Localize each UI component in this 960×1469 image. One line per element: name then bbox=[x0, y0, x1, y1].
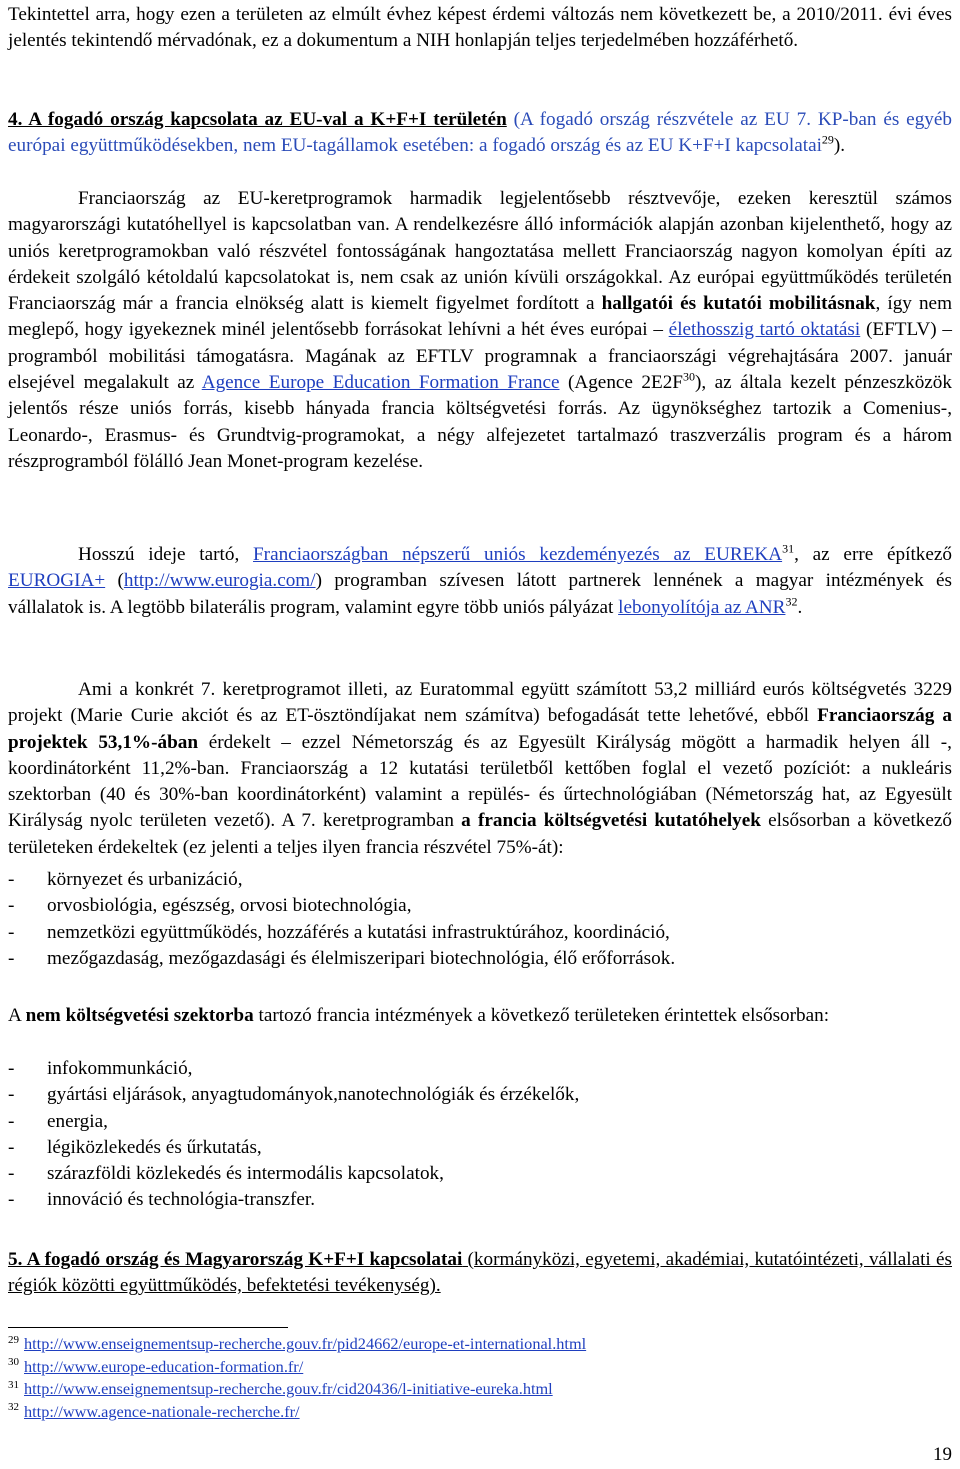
footnote-divider bbox=[8, 1327, 288, 1328]
bold-mobility: hallgatói és kutatói mobilitásnak bbox=[601, 293, 876, 315]
list-item bbox=[8, 867, 952, 893]
text-run: elsősorban a következő területeken érdekeltek (ez jelenti a teljes ilyen francia részvétel 75%-át): bbox=[8, 810, 952, 858]
text-run: ) programban szívesen látott partnerek lennének a magyar intézmények és vállalatok is. A legtöbb bilaterális program, valamint egyre több uniós pályázat bbox=[8, 570, 952, 618]
list-item-text: innováció és technológia-transzfer. bbox=[47, 1189, 315, 1211]
dash: - bbox=[8, 1084, 15, 1106]
section-5-heading-block bbox=[8, 1247, 952, 1300]
list-item bbox=[8, 946, 952, 972]
paragraph-eureka bbox=[8, 542, 952, 621]
section-4-subheading: (A fogadó ország részvétele az EU 7. KP-ban és egyéb európai együttműködésekben, nem EU-tagállamok esetében: a fogadó ország és az EU K+F+I kapcsolatai bbox=[8, 109, 952, 157]
list-item-text: gyártási eljárások, anyagtudományok,nanotechnológiák és érzékelők, bbox=[47, 1084, 580, 1106]
footnote-link[interactable]: http://www.enseignementsup-recherche.gouv.fr/cid20436/l-initiative-eureka.html bbox=[24, 1379, 553, 1398]
bold-budget-research: a francia költségvetési kutatóhelyek bbox=[461, 810, 761, 832]
text-run: tartozó francia intézmények a következő területeken érintettek elsősorban: bbox=[253, 1005, 830, 1026]
dash: - bbox=[8, 1136, 15, 1158]
dash: - bbox=[8, 1189, 15, 1211]
text-run: Franciaország az EU-keretprogramok harmadik legjelentősebb résztvevője, ezeken keresztül számos magyarországi kutatóhellyel is kapcsolatban van. A rendelkezésre álló információk alapján azonban kijelenthető, hogy az uniós keretprogramokban való részvétel fontosságának hangoztatása mellett Franciaország nagyon komolyan építi az érdekeit szolgáló kétoldalú kapcsolatokat is, nem csak az unión kívüli országokkal. Az európai együttműködés területén Franciaország már a francia elnökség alatt is kiemelt figyelmet fordított a bbox=[8, 188, 952, 315]
footnote-ref-30[interactable]: 30 bbox=[682, 369, 695, 384]
footnote-30: 30 http://www.europe-education-formation.fr/ bbox=[8, 1356, 304, 1376]
footnote-ref-29[interactable]: 29 bbox=[821, 132, 834, 147]
intro-paragraph: Tekintettel arra, hogy ezen a területen az elmúlt évhez képest érdemi változás nem következett be, a 2010/2011. évi éves jelentés tekintendő mérvadónak, ez a dokumentum a NIH honlapján teljes terjedelmében hozzáférhető. bbox=[8, 4, 952, 52]
footnote-31: 31 http://www.enseignementsup-recherche.gouv.fr/cid20436/l-initiative-eureka.html bbox=[8, 1378, 553, 1398]
text-run: Ami a konkrét 7. keretprogramot illeti, az Euratommal együtt számított 53,2 milliárd eurós költségvetés 3229 projekt (Marie Curie akciót és az ET-ösztöndíjakat nem számítva) befogadását tette lehetővé, ebből bbox=[8, 679, 952, 727]
text-run: (Agence 2E2F bbox=[559, 372, 683, 394]
text-run: A bbox=[8, 1005, 26, 1026]
paragraph-eu-programs bbox=[8, 186, 952, 475]
list-item-text: nemzetközi együttműködés, hozzáférés a kutatási infrastruktúrához, koordináció, bbox=[47, 921, 670, 943]
section-4-heading-block bbox=[8, 107, 952, 160]
dash: - bbox=[8, 947, 15, 969]
bold-non-budget-sector: nem költségvetési szektorba bbox=[25, 1005, 254, 1026]
footnote-ref-32[interactable]: 32 bbox=[785, 594, 798, 609]
section-5-heading: 5. A fogadó ország és Magyarország K+F+I kapcsolatai bbox=[8, 1249, 463, 1270]
text-run: Hosszú ideje tartó, bbox=[78, 544, 254, 565]
dash: - bbox=[8, 921, 15, 943]
list-item-text: energia, bbox=[47, 1110, 108, 1132]
dash: - bbox=[8, 869, 15, 890]
link-eurogia[interactable]: EUROGIA+ bbox=[8, 570, 106, 592]
section-4-subheading-close: ). bbox=[833, 135, 846, 157]
footnote-link[interactable]: http://www.europe-education-formation.fr/ bbox=[24, 1356, 304, 1376]
link-eurogia-url[interactable]: http://www.eurogia.com/ bbox=[123, 570, 316, 592]
list-private-sector bbox=[8, 1056, 952, 1214]
list-public-sector bbox=[8, 867, 952, 972]
text-run: . bbox=[797, 596, 803, 618]
dash: - bbox=[8, 1058, 15, 1079]
footnote-ref-31[interactable]: 31 bbox=[782, 541, 795, 556]
list-item bbox=[8, 1161, 952, 1187]
text-run: ( bbox=[105, 570, 124, 592]
list-item-text: szárazföldi közlekedés és intermodális kapcsolatok, bbox=[47, 1163, 444, 1185]
page-number: 19 bbox=[933, 1444, 952, 1465]
text-run: , az erre építkező bbox=[794, 544, 952, 565]
text-run: , így nem meglepő, hogy igyekeznek minél jelentősebb forrásokat lehívni a hét éves európai – bbox=[8, 293, 952, 341]
list-item-text: orvosbiológia, egészség, orvosi biotechnológia, bbox=[47, 895, 412, 917]
footnote-link[interactable]: http://www.enseignementsup-recherche.gouv.fr/pid24662/europe-et-international.html bbox=[24, 1334, 587, 1353]
footnotes bbox=[8, 1333, 586, 1423]
bold-projects-share: Franciaország a projektek 53,1%-ában bbox=[8, 705, 952, 753]
footnote-29: 29 http://www.enseignementsup-recherche.gouv.fr/pid24662/europe-et-international.html bbox=[8, 1333, 587, 1353]
link-agence-2e2f[interactable]: Agence Europe Education Formation France bbox=[201, 372, 560, 394]
dash: - bbox=[8, 895, 15, 917]
link-lifelong-learning[interactable]: élethosszig tartó oktatási bbox=[668, 319, 861, 341]
dash: - bbox=[8, 1110, 15, 1132]
footnote-link[interactable]: http://www.agence-nationale-recherche.fr/ bbox=[24, 1401, 300, 1421]
text-run: (EFTLV) – programból mobilitási támogatásra. Magának az EFTLV programnak a franciaországi végrehajtására 2007. január elsejével megalakult az bbox=[8, 319, 952, 394]
footnote-32: 32 http://www.agence-nationale-recherche.fr/ bbox=[8, 1401, 300, 1421]
section-5-scope: (kormányközi, egyetemi, akadémiai, kutatóintézeti, vállalati és régiók közötti együttműködés, befektetési tevékenység). bbox=[8, 1249, 952, 1297]
list-item-text: infokommunkáció, bbox=[47, 1058, 193, 1079]
list-item-text: légiközlekedés és űrkutatás, bbox=[47, 1136, 262, 1158]
list-item bbox=[8, 1082, 952, 1108]
link-anr[interactable]: lebonyolítója az ANR bbox=[618, 596, 786, 618]
list-item-text: mezőgazdaság, mezőgazdasági és élelmiszeripari biotechnológia, élő erőforrások. bbox=[47, 947, 676, 969]
list-item bbox=[8, 1187, 952, 1213]
list-item-text: környezet és urbanizáció, bbox=[47, 869, 243, 890]
list-item bbox=[8, 1056, 952, 1082]
list-item bbox=[8, 893, 952, 919]
section-4-heading: 4. A fogadó ország kapcsolata az EU-val a K+F+I területén bbox=[8, 109, 507, 130]
link-eureka[interactable]: Franciaországban népszerű uniós kezdeményezés az EUREKA bbox=[253, 544, 783, 565]
list-item bbox=[8, 1109, 952, 1135]
dash: - bbox=[8, 1163, 15, 1185]
list-item bbox=[8, 920, 952, 946]
text-run: érdekelt – ezzel Németország és az Egyesült Királyság mögött a harmadik helyen áll -, koordinátorként 11,2%-ban. Franciaország a 12 kutatási területből kettőben foglal el vezető pozíciót: a nukleáris szektorban (40 és 30%-ban koordinátorként) valamint a repülés- és űrtechnológiában (Németország hat, az Egyesült Királyság nyolc területen vezető). A 7. keretprogramban bbox=[8, 731, 952, 832]
text-run: ), az általa kezelt pénzeszközök jelentős része uniós forrás, kisebb hányada francia költségvetési forrás. Az ügynökséghez tartozik a Comenius-, Leonardo-, Erasmus- és Grundtvig-programokat, a négy alfejezetet tartalmazó traszverzális program és a három részprogramból fölálló Jean Monet-program kezelése. bbox=[8, 372, 952, 472]
list-item bbox=[8, 1135, 952, 1161]
paragraph-private-sector bbox=[8, 1003, 952, 1029]
paragraph-fp7 bbox=[8, 677, 952, 861]
